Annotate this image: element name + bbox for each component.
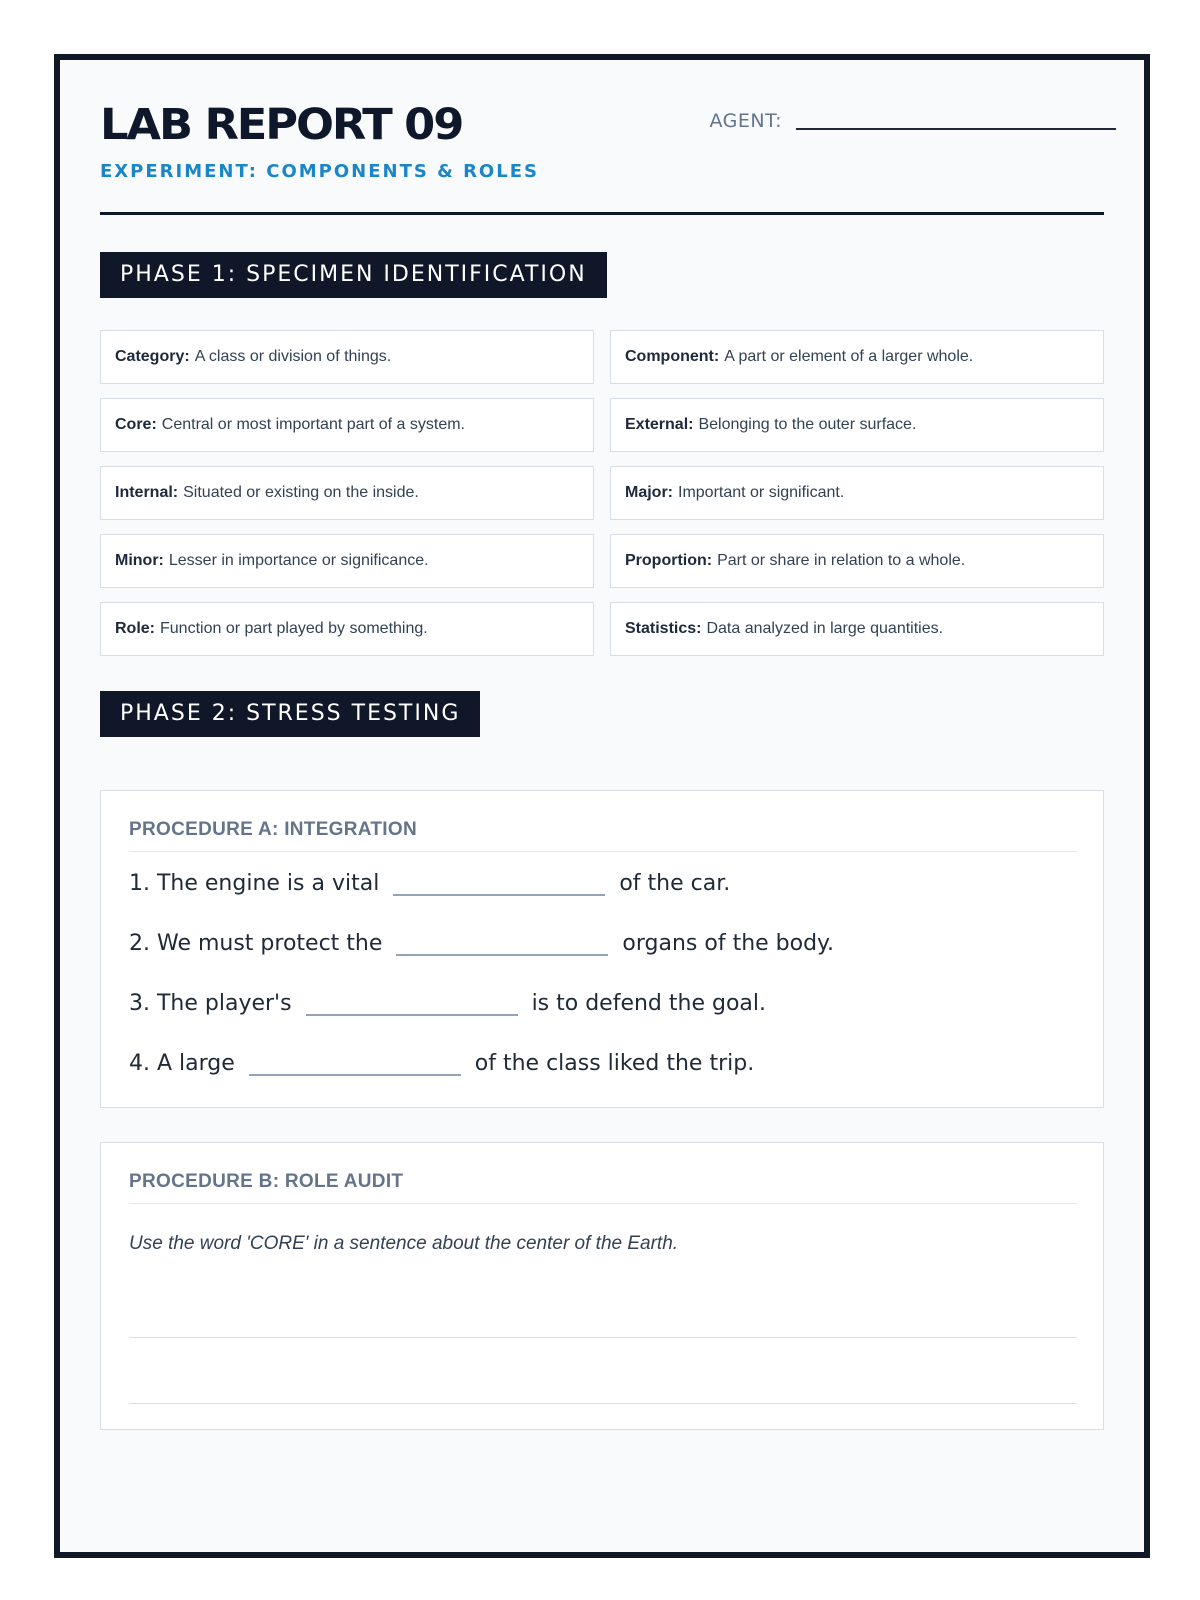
definition-term: Role: bbox=[115, 620, 155, 637]
definition-term: Minor: bbox=[115, 552, 164, 569]
definition-text: Situated or existing on the inside. bbox=[183, 484, 419, 501]
header-divider bbox=[100, 212, 1104, 215]
question-text: is to defend the goal. bbox=[531, 991, 766, 1016]
report-title: LAB REPORT 09 bbox=[100, 100, 463, 150]
definition-text: Lesser in importance or significance. bbox=[168, 552, 429, 569]
question-1 bbox=[129, 871, 730, 896]
procedure-b-panel bbox=[100, 1142, 1104, 1430]
definition-term: External: bbox=[625, 416, 694, 433]
definition-text: Function or part played by something. bbox=[160, 620, 428, 637]
answer-blank[interactable] bbox=[249, 1074, 461, 1076]
question-4 bbox=[129, 1051, 754, 1076]
definitions-grid bbox=[100, 330, 1104, 656]
question-text: organs of the body. bbox=[622, 931, 834, 956]
report-header bbox=[100, 100, 1116, 182]
definition-text: A class or division of things. bbox=[194, 348, 392, 365]
question-2 bbox=[129, 931, 834, 956]
question-text: 4. A large bbox=[129, 1051, 235, 1076]
agent-field bbox=[709, 110, 1116, 132]
definition-term: Statistics: bbox=[625, 620, 702, 637]
report-subtitle: EXPERIMENT: COMPONENTS & ROLES bbox=[100, 161, 539, 182]
definition-card bbox=[610, 534, 1104, 588]
definition-text: Part or share in relation to a whole. bbox=[717, 552, 966, 569]
writing-line[interactable] bbox=[129, 1403, 1077, 1404]
definition-term: Major: bbox=[625, 484, 673, 501]
definition-term: Component: bbox=[625, 348, 720, 365]
definition-card bbox=[100, 466, 594, 520]
definition-card bbox=[100, 534, 594, 588]
answer-blank[interactable] bbox=[306, 1014, 518, 1016]
definition-text: A part or element of a larger whole. bbox=[724, 348, 974, 365]
question-text: 3. The player's bbox=[129, 991, 292, 1016]
definition-text: Central or most important part of a system. bbox=[161, 416, 465, 433]
definition-card bbox=[610, 398, 1104, 452]
question-3 bbox=[129, 991, 766, 1016]
worksheet-page bbox=[54, 54, 1150, 1558]
procedure-b-title: PROCEDURE B: ROLE AUDIT bbox=[129, 1171, 1077, 1204]
definition-text: Belonging to the outer surface. bbox=[698, 416, 917, 433]
definition-card bbox=[100, 602, 594, 656]
definition-card bbox=[610, 330, 1104, 384]
agent-label: AGENT: bbox=[709, 110, 782, 132]
answer-blank[interactable] bbox=[393, 894, 605, 896]
definition-text: Important or significant. bbox=[678, 484, 845, 501]
phase-1-banner: PHASE 1: SPECIMEN IDENTIFICATION bbox=[100, 252, 607, 298]
definition-text: Data analyzed in large quantities. bbox=[706, 620, 944, 637]
definition-term: Proportion: bbox=[625, 552, 713, 569]
definition-term: Core: bbox=[115, 416, 157, 433]
question-text: of the class liked the trip. bbox=[474, 1051, 755, 1076]
question-text: 1. The engine is a vital bbox=[129, 871, 380, 896]
procedure-a-panel bbox=[100, 790, 1104, 1108]
procedure-a-title: PROCEDURE A: INTEGRATION bbox=[129, 819, 1077, 852]
answer-blank[interactable] bbox=[396, 954, 608, 956]
definition-card bbox=[610, 466, 1104, 520]
question-text: of the car. bbox=[619, 871, 731, 896]
definition-term: Category: bbox=[115, 348, 190, 365]
definition-card bbox=[100, 398, 594, 452]
writing-line[interactable] bbox=[129, 1337, 1077, 1338]
definition-card bbox=[610, 602, 1104, 656]
procedure-b-prompt: Use the word 'CORE' in a sentence about the center of the Earth. bbox=[129, 1233, 679, 1254]
agent-name-blank[interactable] bbox=[796, 128, 1116, 130]
definition-term: Internal: bbox=[115, 484, 179, 501]
question-text: 2. We must protect the bbox=[129, 931, 383, 956]
phase-2-banner: PHASE 2: STRESS TESTING bbox=[100, 691, 480, 737]
definition-card bbox=[100, 330, 594, 384]
